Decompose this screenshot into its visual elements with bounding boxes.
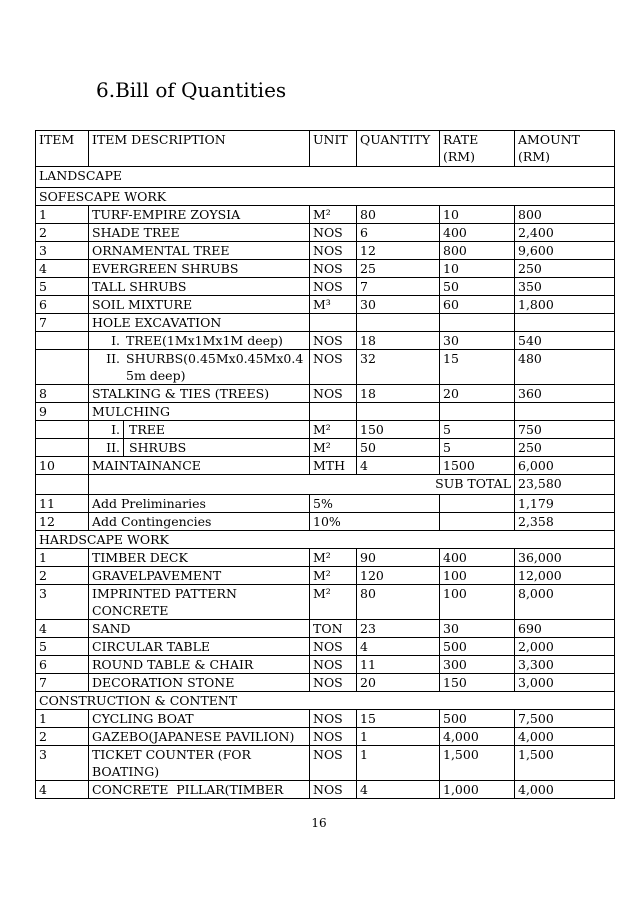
table-row <box>36 421 615 439</box>
cell: 15 <box>357 710 440 728</box>
section-row <box>36 531 615 549</box>
cell: 480 <box>515 350 615 385</box>
cell: NOS <box>310 350 357 385</box>
cell: 250 <box>515 260 615 278</box>
section-construction: CONSTRUCTION & CONTENT <box>36 692 615 710</box>
table-row <box>36 278 615 296</box>
cell: 50 <box>440 278 515 296</box>
cell: 10 <box>36 457 89 475</box>
table-row <box>36 585 615 620</box>
cell: SHADE TREE <box>89 224 310 242</box>
table-row <box>36 296 615 314</box>
table-row <box>36 314 615 332</box>
cell: 12,000 <box>515 567 615 585</box>
cell: 1 <box>36 710 89 728</box>
cell: 1 <box>36 206 89 224</box>
cell: 6 <box>357 224 440 242</box>
cell: CYCLING BOAT <box>89 710 310 728</box>
cell: MULCHING <box>89 403 310 421</box>
section-row <box>36 692 615 710</box>
cell: 15 <box>440 350 515 385</box>
cell: TON <box>310 620 357 638</box>
cell: TICKET COUNTER (FOR BOATING) <box>89 746 310 781</box>
cell: M² <box>310 585 357 620</box>
cell: 90 <box>357 549 440 567</box>
cell: 36,000 <box>515 549 615 567</box>
cell: 3 <box>36 585 89 620</box>
cell: 8 <box>36 385 89 403</box>
cell: 80 <box>357 585 440 620</box>
cell: 4 <box>36 260 89 278</box>
cell: TALL SHRUBS <box>89 278 310 296</box>
cell: 5 <box>440 421 515 439</box>
cell: 20 <box>357 674 440 692</box>
cell: 3,300 <box>515 656 615 674</box>
sub-item-label: TREE(1Mx1Mx1M deep) <box>126 333 283 348</box>
cell: 5 <box>36 278 89 296</box>
cell: SAND <box>89 620 310 638</box>
cell: M² <box>310 206 357 224</box>
cell: NOS <box>310 710 357 728</box>
cell: 4,000 <box>440 728 515 746</box>
cell: 9,600 <box>515 242 615 260</box>
cell: 10 <box>440 206 515 224</box>
cell: 360 <box>515 385 615 403</box>
cell: 500 <box>440 710 515 728</box>
cell: NOS <box>310 746 357 781</box>
table-row <box>36 710 615 728</box>
cell: NOS <box>310 781 357 799</box>
header-item: ITEM <box>36 131 89 167</box>
cell: 4 <box>357 457 440 475</box>
header-rate: RATE (RM) <box>440 131 515 167</box>
cell: 400 <box>440 549 515 567</box>
cell: 11 <box>36 495 89 513</box>
cell: 10 <box>440 260 515 278</box>
cell <box>310 403 357 421</box>
cell: NOS <box>310 638 357 656</box>
cell: 1 <box>357 728 440 746</box>
cell: 20 <box>440 385 515 403</box>
cell: 32 <box>357 350 440 385</box>
section-landscape: LANDSCAPE <box>36 167 615 188</box>
page-number: 16 <box>311 816 327 830</box>
sub-item-cell <box>89 439 310 457</box>
table-row <box>36 224 615 242</box>
sub-item-number: I. <box>92 421 124 438</box>
cell: 7 <box>357 278 440 296</box>
cell: HOLE EXCAVATION <box>89 314 310 332</box>
cell: 2,000 <box>515 638 615 656</box>
cell: 1,800 <box>515 296 615 314</box>
subtotal-row <box>36 475 615 495</box>
sub-item-number: I. <box>111 333 120 348</box>
cell: 3,000 <box>515 674 615 692</box>
cell: 500 <box>440 638 515 656</box>
table-row <box>36 674 615 692</box>
cell: 7 <box>36 674 89 692</box>
cell: 2 <box>36 224 89 242</box>
table-row <box>36 439 615 457</box>
cell: M² <box>310 567 357 585</box>
cell: 7 <box>36 314 89 332</box>
cell <box>440 314 515 332</box>
cell: 1,500 <box>440 746 515 781</box>
cell: 150 <box>440 674 515 692</box>
cell: 690 <box>515 620 615 638</box>
cell <box>440 495 515 513</box>
cell: 11 <box>357 656 440 674</box>
cell: 100 <box>440 567 515 585</box>
cell: CIRCULAR TABLE <box>89 638 310 656</box>
cell: 120 <box>357 567 440 585</box>
cell: 800 <box>440 242 515 260</box>
cell: 4,000 <box>515 728 615 746</box>
cell: 800 <box>515 206 615 224</box>
sub-item-number: II. <box>106 351 120 366</box>
cell: 4 <box>357 781 440 799</box>
header-quantity: QUANTITY <box>357 131 440 167</box>
cell: 750 <box>515 421 615 439</box>
cell: 30 <box>440 332 515 350</box>
cell: NOS <box>310 278 357 296</box>
cell: M² <box>310 439 357 457</box>
cell: MTH <box>310 457 357 475</box>
sub-item-label: TREE <box>129 422 165 437</box>
table-row <box>36 567 615 585</box>
cell: 2,358 <box>515 513 615 531</box>
cell: CONCRETE PILLAR(TIMBER <box>89 781 310 799</box>
cell: 1500 <box>440 457 515 475</box>
cell: 12 <box>36 513 89 531</box>
cell <box>310 314 357 332</box>
cell: GRAVELPAVEMENT <box>89 567 310 585</box>
cell: 60 <box>440 296 515 314</box>
cell: 540 <box>515 332 615 350</box>
cell: 9 <box>36 403 89 421</box>
cell: Add Preliminaries <box>89 495 310 513</box>
table-row <box>36 332 615 350</box>
section-row <box>36 188 615 206</box>
cell <box>515 314 615 332</box>
cell: DECORATION STONE <box>89 674 310 692</box>
cell: 4 <box>36 620 89 638</box>
cell: 18 <box>357 332 440 350</box>
cell: NOS <box>310 385 357 403</box>
header-description: ITEM DESCRIPTION <box>89 131 310 167</box>
cell: 2 <box>36 728 89 746</box>
cell <box>36 350 89 385</box>
subtotal-label: SUB TOTAL <box>89 475 515 495</box>
cell: EVERGREEN SHRUBS <box>89 260 310 278</box>
cell <box>36 332 89 350</box>
cell: 80 <box>357 206 440 224</box>
cell: 4 <box>357 638 440 656</box>
cell: 1 <box>36 549 89 567</box>
table-row <box>36 638 615 656</box>
cell: NOS <box>310 260 357 278</box>
cell: 8,000 <box>515 585 615 620</box>
page-title: 6.Bill of Quantities <box>96 78 287 102</box>
header-row <box>36 131 615 167</box>
cell: 6 <box>36 656 89 674</box>
cell <box>357 314 440 332</box>
cell: NOS <box>310 728 357 746</box>
table-row <box>36 457 615 475</box>
cell: 100 <box>440 585 515 620</box>
cell: ROUND TABLE & CHAIR <box>89 656 310 674</box>
sub-item-label: SHURBS(0.45Mx0.45Mx0.45m deep) <box>126 351 304 383</box>
cell: 6 <box>36 296 89 314</box>
sub-item-number: II. <box>92 439 124 456</box>
table-row <box>36 728 615 746</box>
cell: 3 <box>36 746 89 781</box>
section-row <box>36 167 615 188</box>
cell <box>36 439 89 457</box>
sub-item-label: SHRUBS <box>129 440 187 455</box>
table-row <box>36 513 615 531</box>
cell: Add Contingencies <box>89 513 310 531</box>
cell: 2,400 <box>515 224 615 242</box>
cell: 6,000 <box>515 457 615 475</box>
table-row <box>36 656 615 674</box>
cell: 3 <box>36 242 89 260</box>
cell: 30 <box>357 296 440 314</box>
cell: MAINTAINANCE <box>89 457 310 475</box>
sub-item-cell <box>89 350 310 385</box>
cell: 1 <box>357 746 440 781</box>
sub-item-cell <box>89 332 310 350</box>
cell: 50 <box>357 439 440 457</box>
cell <box>515 403 615 421</box>
cell: TURF-EMPIRE ZOYSIA <box>89 206 310 224</box>
bill-of-quantities-table <box>35 130 615 799</box>
cell: 25 <box>357 260 440 278</box>
section-softscape: SOFESCAPE WORK <box>36 188 615 206</box>
table-row <box>36 385 615 403</box>
cell: M³ <box>310 296 357 314</box>
cell: NOS <box>310 242 357 260</box>
table-row <box>36 260 615 278</box>
cell: 350 <box>515 278 615 296</box>
cell: 7,500 <box>515 710 615 728</box>
subtotal-amount: 23,580 <box>515 475 615 495</box>
cell: 4,000 <box>515 781 615 799</box>
table-row <box>36 206 615 224</box>
cell: NOS <box>310 656 357 674</box>
table-row <box>36 495 615 513</box>
cell: 2 <box>36 567 89 585</box>
cell: NOS <box>310 224 357 242</box>
header-unit: UNIT <box>310 131 357 167</box>
cell: 1,179 <box>515 495 615 513</box>
cell: M² <box>310 549 357 567</box>
cell: 30 <box>440 620 515 638</box>
cell: 300 <box>440 656 515 674</box>
cell: NOS <box>310 332 357 350</box>
cell: ORNAMENTAL TREE <box>89 242 310 260</box>
sub-item-cell <box>89 421 310 439</box>
cell: SOIL MIXTURE <box>89 296 310 314</box>
cell <box>440 513 515 531</box>
table-row <box>36 620 615 638</box>
cell: 400 <box>440 224 515 242</box>
cell: 1,000 <box>440 781 515 799</box>
header-amount: AMOUNT (RM) <box>515 131 615 167</box>
cell: 5 <box>36 638 89 656</box>
cell: 4 <box>36 781 89 799</box>
table-row <box>36 781 615 799</box>
cell: 250 <box>515 439 615 457</box>
cell <box>357 403 440 421</box>
cell: 23 <box>357 620 440 638</box>
table-row <box>36 549 615 567</box>
cell: 5% <box>310 495 440 513</box>
cell: 10% <box>310 513 440 531</box>
cell: NOS <box>310 674 357 692</box>
section-hardscape: HARDSCAPE WORK <box>36 531 615 549</box>
cell: IMPRINTED PATTERN CONCRETE <box>89 585 310 620</box>
cell <box>36 475 89 495</box>
cell: M² <box>310 421 357 439</box>
cell: 18 <box>357 385 440 403</box>
cell: 150 <box>357 421 440 439</box>
cell <box>440 403 515 421</box>
table-row <box>36 350 615 385</box>
cell <box>36 421 89 439</box>
cell: TIMBER DECK <box>89 549 310 567</box>
table-row <box>36 746 615 781</box>
table-row <box>36 242 615 260</box>
table-row <box>36 403 615 421</box>
cell: 5 <box>440 439 515 457</box>
cell: 12 <box>357 242 440 260</box>
cell: GAZEBO(JAPANESE PAVILION) <box>89 728 310 746</box>
cell: 1,500 <box>515 746 615 781</box>
cell: STALKING & TIES (TREES) <box>89 385 310 403</box>
